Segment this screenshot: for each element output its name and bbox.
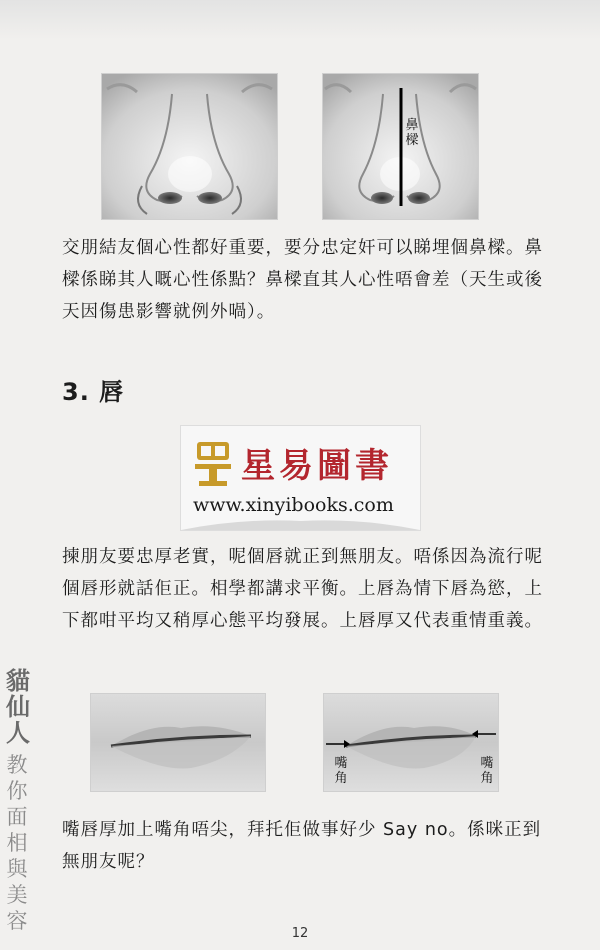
nose-paragraph: 交朋結友個心性都好重要，要分忠定奸可以睇埋個鼻樑。鼻樑係睇其人嘅心性係點？鼻樑直其人心性唔會差（天生或後天因傷患影響就例外喎）。 [62, 238, 543, 322]
mouth-corner-label-left: 嘴角 [334, 756, 348, 786]
lips-paragraph-2: 嘴唇厚加上嘴角唔尖，拜托佢做事好少 Say no。係咪正到無朋友呢？ [62, 820, 542, 872]
page-top-shadow [0, 0, 600, 40]
book-title: 貓仙人 [6, 666, 30, 747]
watermark-lips-photo [180, 425, 421, 531]
lips-paragraph-1: 揀朋友要忠厚老實，呢個唇就正到無朋友。唔係因為流行呢個唇形就話佢正。相學都講求平衡。上唇為情下唇為慾，上下都咁平均又稍厚心態平均發展。上唇厚又代表重情重義。 [62, 547, 543, 631]
watermark-url: www.xinyibooks.com [193, 494, 394, 516]
page-number: 12 [291, 926, 309, 941]
lips-photo [90, 693, 266, 792]
section-title-lips: 3. 唇 [62, 378, 125, 406]
mouth-corner-label-right: 嘴角 [480, 756, 494, 786]
book-subtitle: 教你面相與美容 [6, 753, 28, 933]
xinyi-logo-icon [193, 440, 233, 488]
nose-photo [101, 73, 278, 220]
lips-corner-photo [323, 693, 499, 792]
nose-bridge-photo [322, 73, 479, 220]
nose-bridge-label: 鼻樑 [405, 118, 419, 148]
watermark-chinese: 星易圖書 [241, 446, 393, 486]
